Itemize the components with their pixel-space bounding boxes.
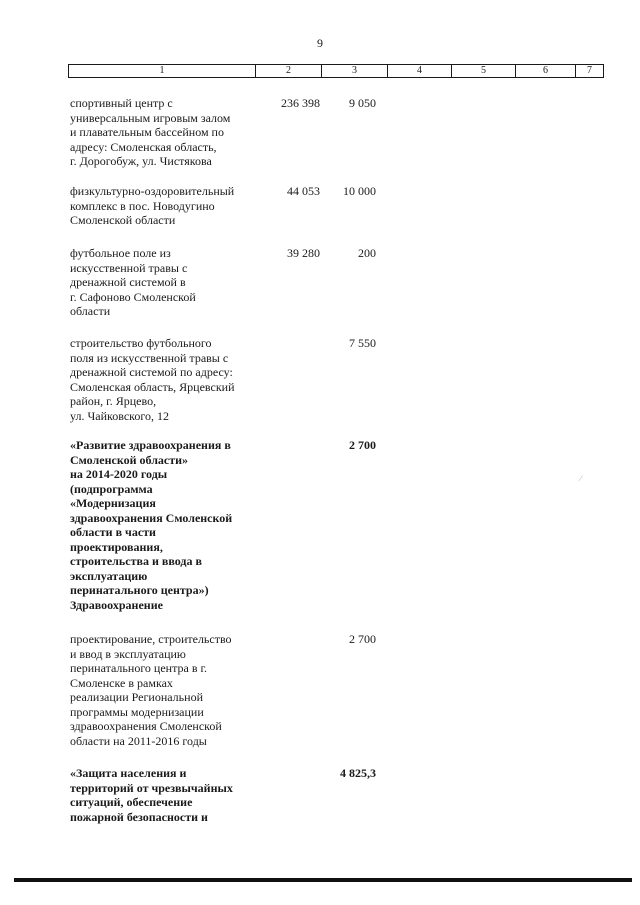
table-header-col-2: 2 xyxy=(255,65,321,77)
row-value-col-3: 7 550 xyxy=(349,336,376,350)
row-description: «Развитие здравоохранения в Смоленской области» на 2014-2020 годы (подпрограмма «Модернизация здравоохранения Смоленской области в части проектирования, строительства и ввода в эксплуатацию перинатального центра») Здравоохранение xyxy=(70,438,233,612)
table-header-col-3: 3 xyxy=(321,65,387,77)
table-header-col-6: 6 xyxy=(515,65,575,77)
row-description: строительство футбольного поля из искусственной травы с дренажной системой по адресу: Смоленская область, Ярцевский район, г. Ярцево, ул. Чайковского, 12 xyxy=(70,336,235,423)
row-value-col-3: 4 825,3 xyxy=(340,766,376,780)
scan-mark: ⁄ xyxy=(580,474,582,483)
table-header-row xyxy=(68,64,604,78)
table-header-col-4: 4 xyxy=(387,65,451,77)
row-value-col-3: 2 700 xyxy=(349,438,376,452)
row-value-col-2: 39 280 xyxy=(287,246,320,260)
row-value-col-3: 10 000 xyxy=(343,184,376,198)
row-description: физкультурно-оздоровительный комплекс в пос. Новодугино Смоленской области xyxy=(70,184,235,227)
row-value-col-3: 2 700 xyxy=(349,632,376,646)
table-header-col-7: 7 xyxy=(575,65,603,77)
row-value-col-2: 44 053 xyxy=(287,184,320,198)
row-value-col-2: 236 398 xyxy=(281,96,320,110)
row-value-col-3: 9 050 xyxy=(349,96,376,110)
row-description: проектирование, строительство и ввод в эксплуатацию перинатального центра в г. Смоленске в рамках реализации Региональной программы модернизации здравоохранения Смоленской области на 2011-2016 годы xyxy=(70,632,232,748)
table-header-col-5: 5 xyxy=(451,65,515,77)
row-value-col-3: 200 xyxy=(358,246,376,260)
row-description: спортивный центр с универсальным игровым залом и плавательным бассейном по адресу: Смоленская область, г. Дорогобуж, ул. Чистякова xyxy=(70,96,231,168)
page-number: 9 xyxy=(317,36,323,50)
row-description: футбольное поле из искусственной травы с дренажной системой в г. Сафоново Смоленской области xyxy=(70,246,196,318)
row-description: «Защита населения и территорий от чрезвычайных ситуаций, обеспечение пожарной безопасности и xyxy=(70,766,233,824)
bottom-rule xyxy=(14,878,632,882)
table-header-col-1: 1 xyxy=(159,65,165,76)
